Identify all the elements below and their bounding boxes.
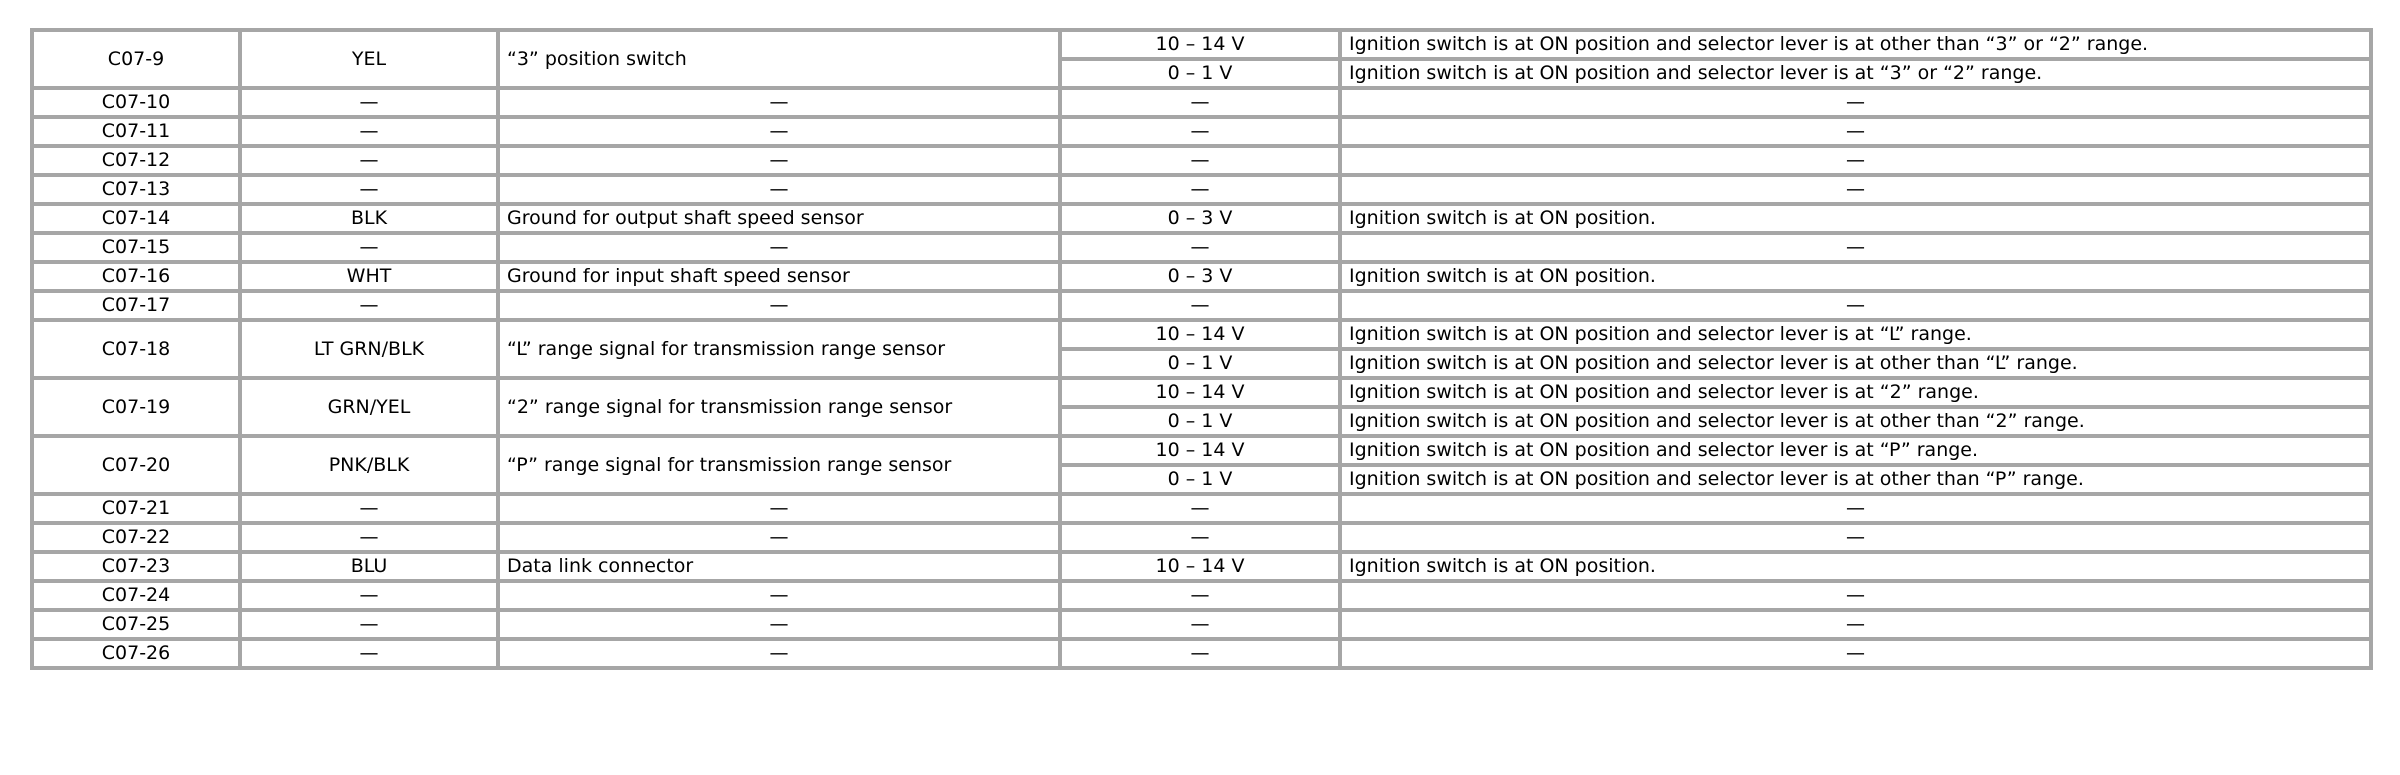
voltage-cell: — bbox=[1060, 523, 1340, 552]
voltage-cell: — bbox=[1060, 233, 1340, 262]
condition-cell: — bbox=[1340, 88, 2371, 117]
voltage-cell: 0 – 1 V bbox=[1060, 59, 1340, 88]
wire-color-cell: BLU bbox=[240, 552, 498, 581]
terminal-cell: C07-26 bbox=[32, 639, 240, 668]
wire-color-cell: — bbox=[240, 175, 498, 204]
terminal-cell: C07-12 bbox=[32, 146, 240, 175]
terminal-cell: C07-15 bbox=[32, 233, 240, 262]
wire-color-cell: GRN/YEL bbox=[240, 378, 498, 436]
voltage-cell: 0 – 3 V bbox=[1060, 262, 1340, 291]
terminal-voltage-table bbox=[30, 28, 2373, 670]
wire-color-cell: — bbox=[240, 639, 498, 668]
condition-cell: — bbox=[1340, 233, 2371, 262]
description-cell: — bbox=[498, 117, 1060, 146]
voltage-cell: 0 – 1 V bbox=[1060, 349, 1340, 378]
wire-color-cell: — bbox=[240, 146, 498, 175]
condition-cell: Ignition switch is at ON position and selector lever is at other than “L” range. bbox=[1340, 349, 2371, 378]
terminal-cell: C07-16 bbox=[32, 262, 240, 291]
voltage-cell: — bbox=[1060, 117, 1340, 146]
description-cell: — bbox=[498, 581, 1060, 610]
voltage-cell: 10 – 14 V bbox=[1060, 552, 1340, 581]
wire-color-cell: — bbox=[240, 494, 498, 523]
description-cell: — bbox=[498, 146, 1060, 175]
table-row bbox=[32, 233, 2371, 262]
table-row bbox=[32, 175, 2371, 204]
table-row bbox=[32, 117, 2371, 146]
wire-color-cell: — bbox=[240, 581, 498, 610]
voltage-cell: 10 – 14 V bbox=[1060, 30, 1340, 59]
condition-cell: — bbox=[1340, 117, 2371, 146]
table-row bbox=[32, 494, 2371, 523]
table-row bbox=[32, 378, 2371, 407]
terminal-cell: C07-24 bbox=[32, 581, 240, 610]
description-cell: — bbox=[498, 639, 1060, 668]
condition-cell: — bbox=[1340, 639, 2371, 668]
table-row bbox=[32, 639, 2371, 668]
condition-cell: Ignition switch is at ON position and selector lever is at “P” range. bbox=[1340, 436, 2371, 465]
table-row bbox=[32, 262, 2371, 291]
description-cell: — bbox=[498, 88, 1060, 117]
voltage-cell: — bbox=[1060, 494, 1340, 523]
terminal-cell: C07-23 bbox=[32, 552, 240, 581]
terminal-cell: C07-25 bbox=[32, 610, 240, 639]
voltage-cell: 10 – 14 V bbox=[1060, 320, 1340, 349]
terminal-cell: C07-21 bbox=[32, 494, 240, 523]
table-row bbox=[32, 552, 2371, 581]
terminal-cell: C07-20 bbox=[32, 436, 240, 494]
wire-color-cell: — bbox=[240, 610, 498, 639]
table-row bbox=[32, 88, 2371, 117]
table-row bbox=[32, 436, 2371, 465]
condition-cell: — bbox=[1340, 610, 2371, 639]
terminal-table-container bbox=[30, 28, 2373, 670]
table-row bbox=[32, 146, 2371, 175]
wire-color-cell: — bbox=[240, 88, 498, 117]
description-cell: “L” range signal for transmission range sensor bbox=[498, 320, 1060, 378]
table-row bbox=[32, 291, 2371, 320]
condition-cell: — bbox=[1340, 291, 2371, 320]
table-row bbox=[32, 523, 2371, 552]
terminal-cell: C07-10 bbox=[32, 88, 240, 117]
voltage-cell: 10 – 14 V bbox=[1060, 436, 1340, 465]
wire-color-cell: — bbox=[240, 117, 498, 146]
condition-cell: Ignition switch is at ON position. bbox=[1340, 262, 2371, 291]
condition-cell: Ignition switch is at ON position and selector lever is at “2” range. bbox=[1340, 378, 2371, 407]
description-cell: Ground for output shaft speed sensor bbox=[498, 204, 1060, 233]
voltage-cell: 0 – 3 V bbox=[1060, 204, 1340, 233]
condition-cell: — bbox=[1340, 581, 2371, 610]
voltage-cell: 10 – 14 V bbox=[1060, 378, 1340, 407]
terminal-cell: C07-14 bbox=[32, 204, 240, 233]
wire-color-cell: LT GRN/BLK bbox=[240, 320, 498, 378]
terminal-cell: C07-22 bbox=[32, 523, 240, 552]
condition-cell: Ignition switch is at ON position and selector lever is at other than “2” range. bbox=[1340, 407, 2371, 436]
condition-cell: — bbox=[1340, 146, 2371, 175]
wire-color-cell: — bbox=[240, 291, 498, 320]
voltage-cell: — bbox=[1060, 88, 1340, 117]
voltage-cell: — bbox=[1060, 581, 1340, 610]
description-cell: Data link connector bbox=[498, 552, 1060, 581]
voltage-cell: — bbox=[1060, 175, 1340, 204]
description-cell: Ground for input shaft speed sensor bbox=[498, 262, 1060, 291]
table-row bbox=[32, 204, 2371, 233]
condition-cell: — bbox=[1340, 523, 2371, 552]
wire-color-cell: — bbox=[240, 523, 498, 552]
condition-cell: Ignition switch is at ON position and selector lever is at other than “3” or “2” range. bbox=[1340, 30, 2371, 59]
condition-cell: — bbox=[1340, 175, 2371, 204]
description-cell: — bbox=[498, 494, 1060, 523]
condition-cell: Ignition switch is at ON position. bbox=[1340, 204, 2371, 233]
description-cell: — bbox=[498, 233, 1060, 262]
voltage-cell: — bbox=[1060, 146, 1340, 175]
condition-cell: Ignition switch is at ON position and selector lever is at “L” range. bbox=[1340, 320, 2371, 349]
terminal-cell: C07-9 bbox=[32, 30, 240, 88]
voltage-cell: — bbox=[1060, 610, 1340, 639]
table-row bbox=[32, 581, 2371, 610]
description-cell: — bbox=[498, 175, 1060, 204]
description-cell: — bbox=[498, 610, 1060, 639]
terminal-cell: C07-13 bbox=[32, 175, 240, 204]
voltage-cell: — bbox=[1060, 639, 1340, 668]
description-cell: — bbox=[498, 291, 1060, 320]
wire-color-cell: BLK bbox=[240, 204, 498, 233]
condition-cell: Ignition switch is at ON position and selector lever is at other than “P” range. bbox=[1340, 465, 2371, 494]
table-row bbox=[32, 610, 2371, 639]
description-cell: “3” position switch bbox=[498, 30, 1060, 88]
voltage-cell: 0 – 1 V bbox=[1060, 407, 1340, 436]
description-cell: “2” range signal for transmission range sensor bbox=[498, 378, 1060, 436]
description-cell: “P” range signal for transmission range sensor bbox=[498, 436, 1060, 494]
condition-cell: — bbox=[1340, 494, 2371, 523]
table-row bbox=[32, 320, 2371, 349]
wire-color-cell: WHT bbox=[240, 262, 498, 291]
terminal-cell: C07-18 bbox=[32, 320, 240, 378]
terminal-cell: C07-19 bbox=[32, 378, 240, 436]
condition-cell: Ignition switch is at ON position. bbox=[1340, 552, 2371, 581]
description-cell: — bbox=[498, 523, 1060, 552]
table-row bbox=[32, 30, 2371, 59]
wire-color-cell: PNK/BLK bbox=[240, 436, 498, 494]
terminal-cell: C07-17 bbox=[32, 291, 240, 320]
wire-color-cell: — bbox=[240, 233, 498, 262]
wire-color-cell: YEL bbox=[240, 30, 498, 88]
voltage-cell: — bbox=[1060, 291, 1340, 320]
voltage-cell: 0 – 1 V bbox=[1060, 465, 1340, 494]
condition-cell: Ignition switch is at ON position and selector lever is at “3” or “2” range. bbox=[1340, 59, 2371, 88]
table-body bbox=[32, 30, 2371, 668]
terminal-cell: C07-11 bbox=[32, 117, 240, 146]
